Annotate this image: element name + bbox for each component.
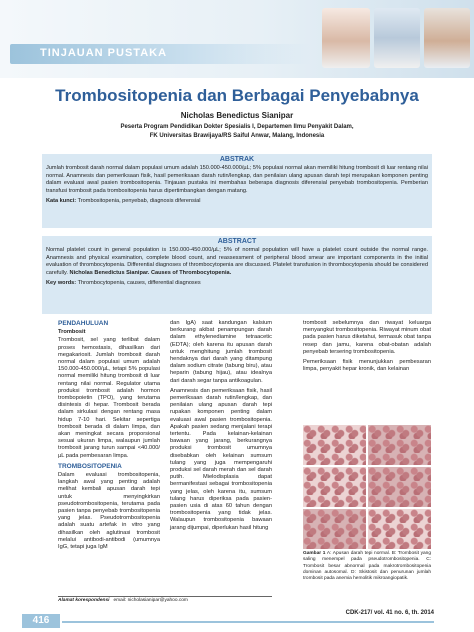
abstract-signature: Nicholas Benedictus Sianipar. Causes of Thrombocytopenia. xyxy=(69,269,232,276)
correspondence-footnote xyxy=(58,596,272,603)
body-paragraph: dan IgA) saat kandungan kalsium berkurang akibat penampungan darah dalam ethylenediamine tetraacetic (EDTA); oleh karena itu apusan darah untuk menghitung jumlah trombosit hendaknya dari darah yang ditampung dalam sodium citrate (tabung biru), atau heparin (tabung hijau), atau idealnya dari darah segar tanpa antikoagulan. xyxy=(170,320,272,384)
smear-image xyxy=(368,425,431,465)
doctor-photo xyxy=(322,8,370,68)
section-heading: PENDAHULUAN xyxy=(58,320,109,327)
header-banner xyxy=(0,0,474,78)
footnote-email: email: nicholasianipar@yahoo.com xyxy=(113,598,188,603)
abstract-text: Normal platelet count in general population is 150.000-450.000/µL; 5% of normal population will have a platelet count outside the normal range. Anamnesis and physical examination, complete blood count, and reassessment of peripheral blood smear are important components in the initial evaluation of thrombocytopenia. Differential diagnoses of thrombocytopenia are discussed. Platelet transfusion in thrombocytopenia should be considered carefully. xyxy=(46,247,428,276)
figure-caption xyxy=(303,551,431,582)
doctor-photo xyxy=(424,8,470,68)
smear-image xyxy=(303,425,366,465)
affiliation-line: FK Universitas Brawijaya/RS Saiful Anwar, Malang, Indonesia xyxy=(149,133,325,139)
abstrak-text: Jumlah trombosit darah normal dalam populasi umum adalah 150.000-450.000/µL; 5% populasi normal akan memiliki hitung trombosit di luar rentang nilai normal. Anamnesis dan pemeriksaan fisik, hasil pemeriksaan darah rutin/lengkap, dan penilaian ulang apusan darah tepi merupakan komponen penting dalam evaluasi awal pasien trombositopenia. Tinjauan pustaka ini membahas beberapa diagnosis diferensial penyebab trombositopenia. Pemberian transfusi trombosit pada trombositopenia harus dipertimbangkan dengan matang. xyxy=(46,165,428,194)
smear-image xyxy=(303,509,366,549)
section-band xyxy=(10,44,310,64)
body-paragraph: trombosit sebelumnya dan riwayat keluarga menyangkut trombositopenia. Riwayat minum obat pada pasien harus diketahui, termasuk obat tanpa resep dan jamu, karena obat-obatan adalah penyebab tersering trombositopenia. xyxy=(303,320,431,355)
footer-rule xyxy=(62,621,434,623)
abstrak-box xyxy=(42,154,432,228)
body-paragraph: Trombosit, sel yang terlibat dalam proses hemostasis, dihasilkan dari megakariosit. Jumlah trombosit darah normal dalam populasi umum adalah 150.000-450.000/µL, tetapi 5% populasi normal memiliki hitung trombosit di luar rentang nilai normal. Regulator utama produksi trombosit adalah hormon trombopoietin (TPO), yang terutama disintesis di hepar. Trombosit berada dalam sirkulasi dengan rentang masa hidup 7-10 hari. Sekitar sepertiga trombosit berada di dalam limpa, dan akan meningkat secara proporsional sesuai ukuran limpa, walaupun jumlah trombosit jarang turun sampai <40.000/µL pada pembesaran limpa. xyxy=(58,337,160,459)
body-paragraph: Pemeriksaan fisik menunjukkan pembesaran limpa, penyakit hepar kronik, dan kelainan xyxy=(303,359,431,373)
smear-image xyxy=(368,509,431,549)
keywords-label: Kata kunci: xyxy=(46,198,77,205)
article-title: Trombositopenia dan Berbagai Penyebabnya xyxy=(55,86,419,105)
section-heading: TROMBOSITOPENIA xyxy=(58,462,122,470)
abstract-keywords xyxy=(46,280,428,287)
keywords-label: Key words: xyxy=(46,280,77,287)
abstrak-keywords xyxy=(46,198,428,205)
column-3 xyxy=(303,320,431,376)
blood-smear-figure xyxy=(303,425,431,549)
caption-text: A: Apusan darah tepi normal. B: Trombosit yang saling menempel pada pseudotrombositopenia. C: Trombosit besar abnormal pada makrotrombositopenia dominan autosomal. D: Skistosit dan penurunan jumlah trombosit pada anemia hemolitik mikroangiopatik. xyxy=(303,551,432,582)
keywords-text: Trombositopenia, penyebab, diagnosis diferensial xyxy=(77,198,201,205)
abstrak-heading: ABSTRAK xyxy=(219,156,255,163)
smear-image xyxy=(368,467,431,507)
abstract-paragraph xyxy=(46,247,428,277)
subsection-heading: Trombosit xyxy=(58,329,86,336)
footnote-label: Alamat korespondensi xyxy=(58,598,110,603)
body-paragraph: Anamnesis dan pemeriksaan fisik, hasil pemeriksaan darah rutin/lengkap, dan penilaian ulang apusan darah tepi rupakan komponen penting dalam evaluasi awal pasien trombositopenia. Apakah pasien sedang menjalani terapi tertentu. Pada kelainan-kelainan bawaan yang jarang, berkurangnya produksi trombosit umumnya disebabkan oleh kelainan sumsum tulang yang juga mempengaruhi produksi sel darah merah dan sel darah putih. Mielodisplasia dapat bermanifestasi sebagai trombositopenia yang jelas, oleh karena itu, sumsum tulang harus diperiksa pada pasien-pasien usia di atas 60 tahun dengan trombositopenia yang tidak jelas. Walaupun trombositopenia bawaan jarang dijumpai, diperlukan hasil hitung xyxy=(170,387,272,531)
affiliation-line: Peserta Program Pendidikan Dokter Spesialis I, Departemen Ilmu Penyakit Dalam, xyxy=(120,124,354,130)
body-paragraph: Dalam evaluasi trombositopenia, langkah awal yang penting adalah melihat kembali apusan darah tepi untuk menyingkirkan pseudotrombositopenia, terutama pada pasien tanpa penyebab trombositopenia yang jelas. Pseudotrombositopenia adalah suatu artefak in vitro yang dihasilkan oleh aglutinasi trombosit melalui antibodi-antibodi (umumnya IgG, tetapi juga IgM xyxy=(58,472,160,551)
column-1 xyxy=(58,320,160,554)
section-label: TINJAUAN PUSTAKA xyxy=(40,47,168,59)
abstract-box xyxy=(42,236,432,314)
smear-image xyxy=(303,467,366,507)
keywords-text: Thrombocytopenia, causes, differential diagnoses xyxy=(77,280,201,287)
abstract-heading: ABSTRACT xyxy=(217,238,257,245)
column-2 xyxy=(170,320,272,535)
author-name: Nicholas Benedictus Sianipar xyxy=(180,111,294,120)
doctor-photo xyxy=(374,8,420,68)
author-affiliation xyxy=(60,123,414,141)
journal-citation: CDK-217/ vol. 41 no. 6, th. 2014 xyxy=(345,610,434,616)
caption-label: Gambar 1 xyxy=(303,551,326,556)
page-number: 416 xyxy=(22,614,60,628)
